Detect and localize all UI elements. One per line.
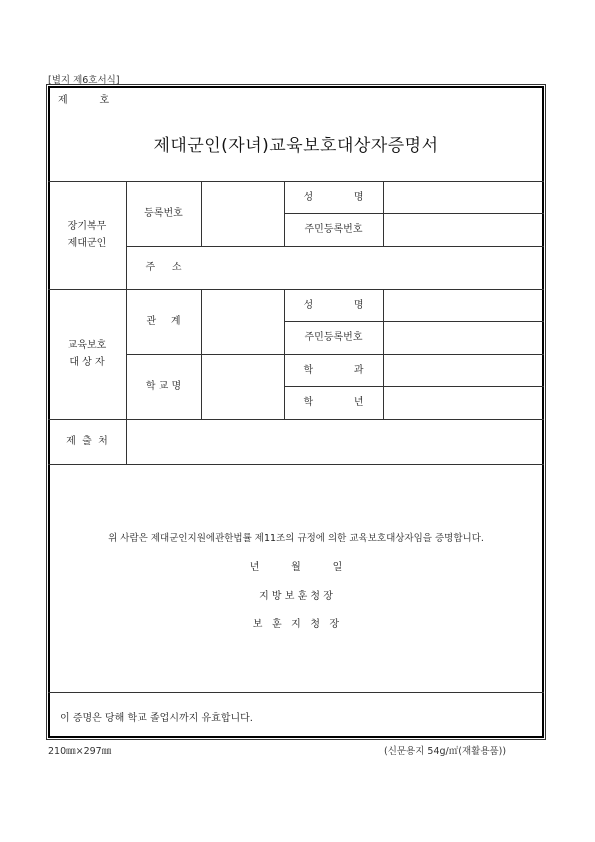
school-name-field[interactable] xyxy=(201,354,284,419)
document-title: 제대군인(자녀)교육보호대상자증명서 xyxy=(153,136,439,156)
grade-label xyxy=(284,386,383,419)
label-char: 년 xyxy=(353,397,364,408)
veteran-section-label: 장기복무 제대군인 xyxy=(67,221,107,249)
department-field[interactable] xyxy=(383,354,544,386)
submit-to-label: 제 출 처 xyxy=(66,436,108,447)
registration-number-field[interactable] xyxy=(201,181,284,246)
issuer-regional-office: 지 방 보 훈 청 장 xyxy=(259,591,333,602)
veteran-resident-number-label: 주민등록번호 xyxy=(304,224,363,235)
paper-spec-label: (신문용지 54g/㎡(재활용품)) xyxy=(384,746,507,757)
label-char: 계 xyxy=(170,316,181,327)
divider xyxy=(48,692,544,693)
paper-size-label: 210㎜×297㎜ xyxy=(48,746,112,757)
divider xyxy=(48,464,544,465)
label-char: 명 xyxy=(353,191,364,203)
department-label xyxy=(284,354,383,386)
veteran-name-label xyxy=(284,181,383,213)
registration-number-label: 등록번호 xyxy=(144,208,183,219)
veteran-name-field[interactable] xyxy=(383,181,544,213)
validity-note: 이 증명은 당해 학교 졸업시까지 유효합니다. xyxy=(60,713,253,724)
relation-field[interactable] xyxy=(201,289,284,354)
certification-statement: 위 사람은 제대군인지원에관한법률 제11조의 규정에 의한 교육보호대상자임을 증명합니다. xyxy=(108,533,484,544)
label-char: 관 xyxy=(146,316,157,327)
grade-field[interactable] xyxy=(383,386,544,419)
label-char: 학 xyxy=(303,364,314,376)
label-char: 학 xyxy=(303,397,314,408)
form-number-label: [별지 제6호서식] xyxy=(48,75,120,86)
issue-date-line: 년 월 일 xyxy=(249,562,343,573)
document-number-label: 제 호 xyxy=(58,95,110,106)
label-char: 소 xyxy=(171,262,182,273)
label-char: 성 xyxy=(303,299,314,311)
address-label xyxy=(126,246,201,289)
school-name-label: 학 교 명 xyxy=(145,381,182,392)
dependent-resident-number-field[interactable] xyxy=(383,321,544,354)
address-field[interactable] xyxy=(201,246,544,289)
submit-to-field[interactable] xyxy=(126,419,544,464)
veteran-resident-number-field[interactable] xyxy=(383,213,544,246)
label-char: 과 xyxy=(353,364,364,376)
dependent-section-label: 교육보호 대 상 자 xyxy=(67,340,107,368)
relation-label xyxy=(126,289,201,354)
dependent-name-field[interactable] xyxy=(383,289,544,321)
label-char: 주 xyxy=(145,262,156,273)
dependent-name-label xyxy=(284,289,383,321)
label-char: 명 xyxy=(353,299,364,311)
label-char: 성 xyxy=(303,191,314,203)
dependent-resident-number-label: 주민등록번호 xyxy=(304,332,363,343)
issuer-branch-office: 보 훈 지 청 장 xyxy=(252,619,340,630)
